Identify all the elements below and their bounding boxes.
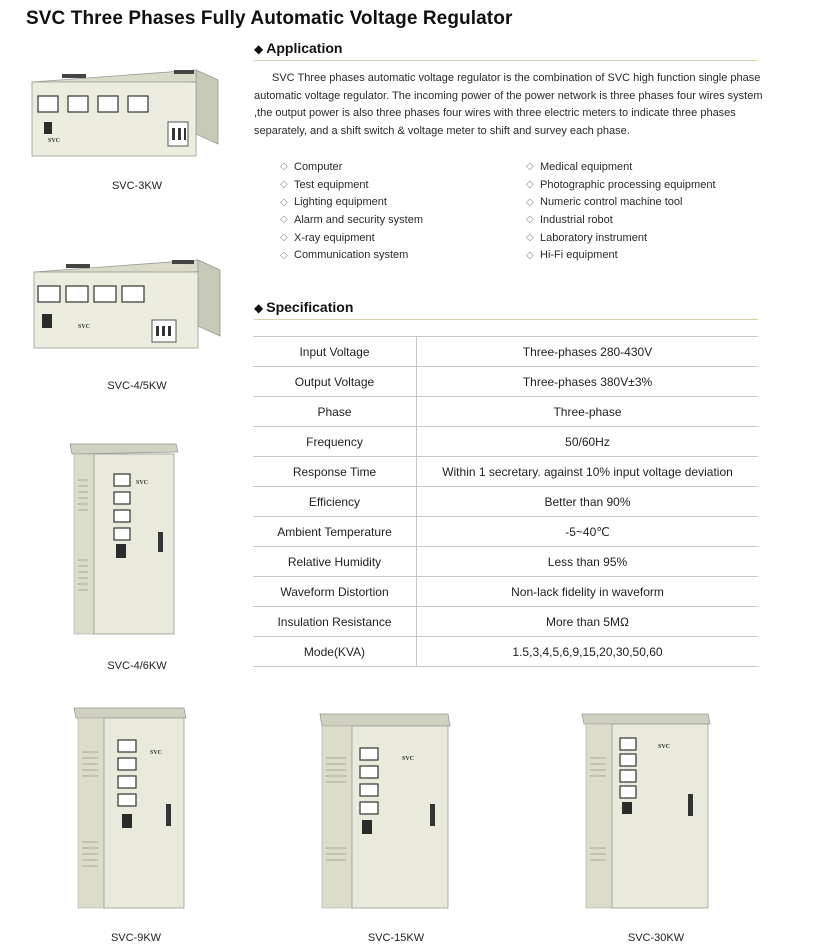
hollow-diamond-bullet-icon: ◇: [526, 161, 534, 173]
application-list-item-text: Medical equipment: [540, 160, 633, 173]
application-list-item: [526, 176, 766, 194]
specification-row: [253, 337, 758, 367]
svg-text:SVC: SVC: [78, 324, 91, 330]
application-list-item-text: Hi-Fi equipment: [540, 249, 618, 262]
specification-key: Relative Humidity: [253, 547, 417, 577]
hollow-diamond-bullet-icon: ◇: [526, 196, 534, 208]
specification-value: Less than 95%: [417, 547, 759, 577]
specification-row: [253, 547, 758, 577]
specification-value: 50/60Hz: [417, 427, 759, 457]
application-list-item-text: Computer: [294, 160, 343, 173]
application-list-item-text: Lighting equipment: [294, 196, 387, 209]
specification-row: [253, 487, 758, 517]
specification-row: [253, 517, 758, 547]
application-list-item: [526, 211, 766, 229]
application-list-item: [280, 211, 526, 229]
product-caption: SVC-4/5KW: [107, 380, 167, 392]
application-list-item: [280, 193, 526, 211]
product-caption: SVC-3KW: [111, 180, 163, 192]
application-heading-text: Application: [266, 40, 343, 56]
specification-row: [253, 637, 758, 667]
specification-row: [253, 577, 758, 607]
specification-heading: [254, 299, 758, 320]
diamond-bullet-icon: ◆: [254, 42, 264, 56]
application-description: SVC Three phases automatic voltage regulator is the combination of SVC high function single phase automatic voltage regulator. The incoming power of the power network is three phases four wires system ,the output power is also three phases four wires with three electric meters to indicate three phases separately, and a shift switch & voltage meter to shift and survey each phase.: [254, 72, 763, 138]
product-image-svc-30kw: [578, 708, 714, 914]
product-image-svc-9kw: [70, 702, 192, 914]
application-heading: [254, 40, 758, 61]
application-list-item: [280, 229, 526, 247]
specification-value: Non-lack fidelity in waveform: [417, 577, 759, 607]
application-list: [280, 158, 760, 264]
hollow-diamond-bullet-icon: ◇: [526, 249, 534, 261]
specification-value: Better than 90%: [417, 487, 759, 517]
application-list-item-text: Numeric control machine tool: [540, 196, 683, 209]
specification-row: [253, 397, 758, 427]
product-caption: SVC-15KW: [367, 932, 425, 944]
specification-row: [253, 607, 758, 637]
product-image-svc-4-6kw: [66, 440, 182, 638]
application-list-item-text: X-ray equipment: [294, 231, 375, 244]
application-list-item-text: Photographic processing equipment: [540, 178, 716, 191]
application-list-item-text: Test equipment: [294, 178, 369, 191]
product-image-svc-4-5kw: [28, 256, 224, 356]
application-list-item: [280, 158, 526, 176]
specification-row: [253, 457, 758, 487]
svg-text:SVC: SVC: [658, 744, 671, 750]
hollow-diamond-bullet-icon: ◇: [280, 214, 288, 226]
svg-text:SVC: SVC: [402, 756, 415, 762]
specification-key: Output Voltage: [253, 367, 417, 397]
application-list-item: [526, 229, 766, 247]
hollow-diamond-bullet-icon: ◇: [526, 214, 534, 226]
svg-text:SVC: SVC: [150, 750, 163, 756]
svg-text:SVC: SVC: [48, 138, 61, 144]
product-caption: SVC-9KW: [110, 932, 162, 944]
specification-value: -5~40℃: [417, 517, 759, 547]
specification-key: Waveform Distortion: [253, 577, 417, 607]
hollow-diamond-bullet-icon: ◇: [280, 232, 288, 244]
specification-value: Three-phases 380V±3%: [417, 367, 759, 397]
hollow-diamond-bullet-icon: ◇: [526, 232, 534, 244]
svg-text:SVC: SVC: [136, 480, 149, 486]
application-list-item-text: Alarm and security system: [294, 213, 423, 226]
hollow-diamond-bullet-icon: ◇: [526, 179, 534, 191]
specification-value: Three-phase: [417, 397, 759, 427]
product-image-svc-15kw: [314, 708, 454, 914]
application-list-item-text: Industrial robot: [540, 213, 613, 226]
specification-key: Response Time: [253, 457, 417, 487]
application-list-item-text: Communication system: [294, 249, 409, 262]
specification-value: Within 1 secretary. against 10% input voltage deviation: [417, 457, 759, 487]
specification-key: Efficiency: [253, 487, 417, 517]
hollow-diamond-bullet-icon: ◇: [280, 249, 288, 261]
application-list-item-text: Laboratory instrument: [540, 231, 647, 244]
application-list-item: [526, 246, 766, 264]
specification-key: Mode(KVA): [253, 637, 417, 667]
application-list-item: [526, 158, 766, 176]
specification-table: [253, 336, 758, 667]
product-image-svc-3kw: [26, 66, 222, 166]
specification-key: Input Voltage: [253, 337, 417, 367]
product-caption: SVC-4/6KW: [107, 660, 167, 672]
specification-key: Phase: [253, 397, 417, 427]
hollow-diamond-bullet-icon: ◇: [280, 179, 288, 191]
specification-value: Three-phases 280-430V: [417, 337, 759, 367]
product-caption: SVC-30KW: [627, 932, 685, 944]
page-title: SVC Three Phases Fully Automatic Voltage Regulator: [26, 8, 513, 29]
hollow-diamond-bullet-icon: ◇: [280, 161, 288, 173]
specification-row: [253, 367, 758, 397]
specification-value: 1.5,3,4,5,6,9,15,20,30,50,60: [417, 637, 759, 667]
specification-value: More than 5MΩ: [417, 607, 759, 637]
application-list-item: [526, 193, 766, 211]
application-list-item: [280, 176, 526, 194]
specification-heading-text: Specification: [266, 299, 354, 315]
specification-key: Frequency: [253, 427, 417, 457]
hollow-diamond-bullet-icon: ◇: [280, 196, 288, 208]
specification-key: Ambient Temperature: [253, 517, 417, 547]
diamond-bullet-icon: ◆: [254, 301, 264, 315]
application-list-item: [280, 246, 526, 264]
specification-key: Insulation Resistance: [253, 607, 417, 637]
specification-row: [253, 427, 758, 457]
